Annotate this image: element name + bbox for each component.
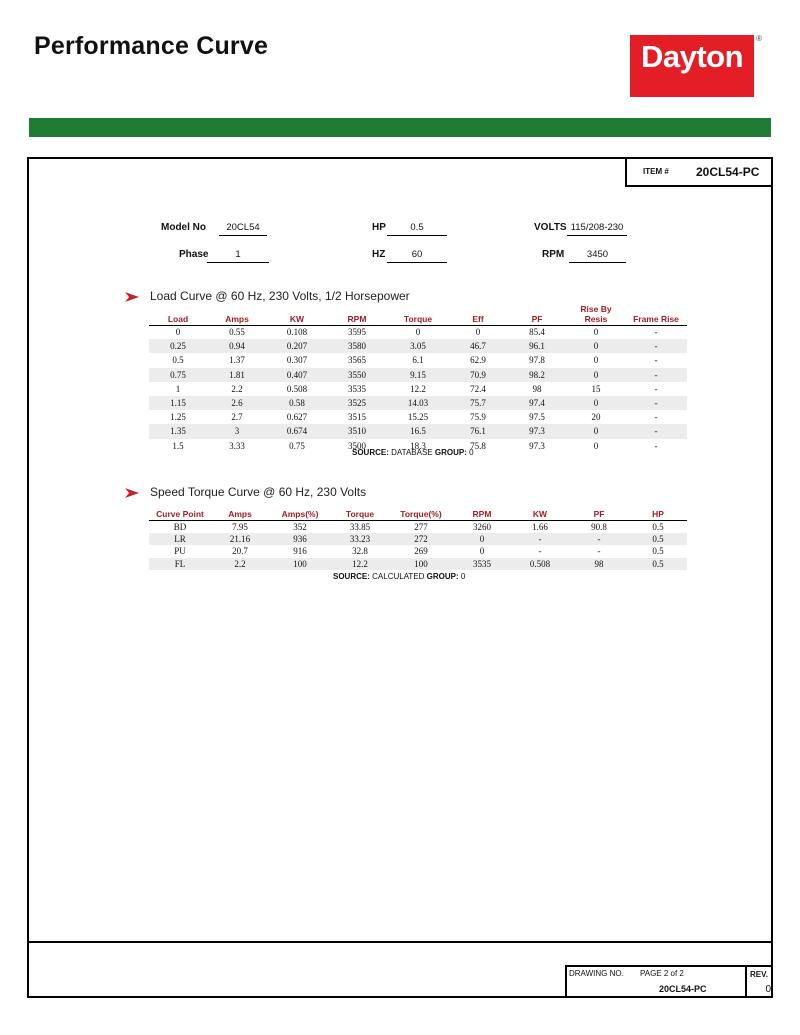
table-cell: 1.35	[149, 424, 207, 438]
table-cell: 97.5	[529, 412, 545, 423]
table-cell: -	[654, 412, 658, 423]
table-cell: 0.207	[267, 339, 327, 353]
table-cell: 1.25	[170, 412, 186, 423]
table-cell: 936	[269, 533, 331, 546]
table-cell: 0.55	[229, 327, 245, 338]
table-cell: 20.7	[232, 546, 248, 557]
table-cell: 0.94	[207, 339, 267, 353]
table-cell: -	[569, 533, 629, 546]
table-cell: 1.66	[532, 521, 548, 532]
table-cell: 15.25	[407, 412, 429, 423]
rpm-label: RPM	[542, 249, 565, 260]
table-cell: 0.5	[652, 546, 664, 557]
drawing-no-value: 20CL54-PC	[659, 984, 707, 994]
load-curve-title: Load Curve @ 60 Hz, 230 Volts, 1/2 Horsepower	[150, 289, 410, 303]
table-cell: 14.03	[387, 396, 449, 410]
table-row	[149, 424, 687, 438]
table-cell: 33.85	[349, 521, 371, 532]
column-header: Torque	[387, 299, 449, 325]
table-cell: 3500	[348, 440, 366, 451]
table-cell: 75.9	[470, 412, 486, 423]
load-group-value: 0	[469, 448, 474, 457]
table-cell: 1.81	[207, 368, 267, 382]
table-row	[149, 382, 687, 396]
table-cell: 3	[207, 424, 267, 438]
column-header: RPM	[327, 299, 387, 325]
table-cell: 0	[475, 327, 481, 338]
drawing-number-box	[565, 965, 773, 998]
st-source-label: SOURCE:	[333, 572, 370, 581]
table-cell: 1.15	[149, 396, 207, 410]
table-cell: 32.8	[352, 546, 368, 557]
footer-divider	[29, 941, 771, 943]
volts-label: VOLTS	[534, 222, 567, 233]
table-cell: 1.5	[172, 440, 184, 451]
column-header: Eff	[449, 299, 507, 325]
table-cell: 33.23	[331, 533, 389, 546]
table-cell: 90.8	[591, 521, 607, 532]
table-row	[149, 545, 687, 558]
table-cell: 9.15	[387, 368, 449, 382]
page-title: Performance Curve	[34, 32, 269, 60]
item-value: 20CL54-PC	[696, 165, 760, 179]
table-cell: 0	[567, 424, 625, 438]
table-cell: -	[654, 383, 658, 394]
table-cell: 3535	[453, 558, 511, 571]
table-cell: LR	[149, 533, 211, 546]
table-cell: 6.1	[412, 355, 424, 366]
table-cell: 3580	[327, 339, 387, 353]
rpm-value: 3450	[569, 249, 626, 263]
table-cell: 0.25	[149, 339, 207, 353]
green-divider-bar	[29, 118, 771, 137]
column-header: RPM	[453, 506, 511, 520]
table-cell: 16.5	[387, 424, 449, 438]
model-no-value: 20CL54	[219, 222, 267, 236]
table-cell: 0	[567, 339, 625, 353]
spec-rpm	[542, 248, 642, 264]
table-cell: PU	[174, 546, 186, 557]
table-cell: 0.307	[286, 355, 308, 366]
st-group-value: 0	[460, 572, 466, 581]
table-cell: 3550	[327, 368, 387, 382]
table-cell: 85.4	[529, 327, 545, 338]
table-cell: 0	[593, 440, 599, 451]
st-group-label: GROUP:	[426, 572, 459, 581]
item-label: ITEM #	[643, 167, 669, 176]
speed-torque-title: Speed Torque Curve @ 60 Hz, 230 Volts	[150, 485, 367, 499]
spec-phase	[179, 248, 279, 264]
section-arrow-icon	[125, 292, 139, 302]
table-cell: 0.674	[267, 424, 327, 438]
table-cell: 3525	[327, 396, 387, 410]
spec-model-no	[161, 221, 271, 237]
speed-torque-table	[149, 506, 687, 570]
column-header: Amps	[211, 506, 269, 520]
table-cell: 0.5	[172, 355, 184, 366]
table-cell: 0.5	[652, 521, 664, 532]
table-cell: 72.4	[470, 383, 486, 394]
table-cell: 1	[175, 383, 181, 394]
table-row	[149, 558, 687, 571]
column-header: HP	[629, 506, 687, 520]
volts-value: 115/208-230	[567, 222, 627, 236]
table-cell: 0	[453, 533, 511, 546]
table-cell: 3510	[327, 424, 387, 438]
rev-value: 0	[765, 984, 771, 995]
table-cell: 70.9	[449, 368, 507, 382]
dayton-logo	[630, 34, 762, 97]
table-cell: 0	[479, 546, 485, 557]
drawing-no-label: DRAWING NO.	[569, 969, 624, 978]
table-cell: 2.7	[231, 412, 243, 423]
table-cell: BD	[173, 521, 187, 532]
table-cell: -	[654, 327, 658, 338]
table-cell: 75.8	[470, 440, 486, 451]
table-cell: 3.05	[387, 339, 449, 353]
table-cell: 3.33	[229, 440, 245, 451]
table-cell: 0.5	[629, 558, 687, 571]
table-row	[149, 520, 687, 533]
table-cell: 0.627	[286, 412, 308, 423]
table-cell: 2.2	[231, 383, 243, 394]
table-cell: -	[625, 396, 687, 410]
table-row	[149, 325, 687, 339]
column-header: Torque	[331, 506, 389, 520]
table-cell: 3565	[348, 355, 366, 366]
column-header: Frame Rise	[625, 299, 687, 325]
table-cell: 0.508	[511, 558, 569, 571]
table-cell: 2.2	[211, 558, 269, 571]
table-cell: 98	[569, 558, 629, 571]
table-cell: 98.2	[507, 368, 567, 382]
spec-volts	[534, 221, 644, 237]
load-curve-source	[352, 448, 474, 457]
model-no-label: Model No	[161, 222, 206, 233]
table-cell: 0	[593, 327, 599, 338]
table-cell: 100	[269, 558, 331, 571]
table-cell: 96.1	[507, 339, 567, 353]
hz-label: HZ	[372, 249, 386, 260]
table-row	[149, 368, 687, 382]
table-cell: 0	[567, 396, 625, 410]
table-cell: -	[597, 546, 601, 557]
table-cell: -	[511, 533, 569, 546]
table-row	[149, 396, 687, 410]
table-cell: 0.108	[286, 327, 308, 338]
logo-text: Dayton	[640, 39, 744, 74]
column-header: KW	[267, 299, 327, 325]
table-row	[149, 353, 687, 367]
table-cell: 3535	[348, 383, 366, 394]
hp-value: 0.5	[387, 222, 447, 236]
column-header: Amps	[207, 299, 267, 325]
column-header: Torque(%)	[389, 506, 453, 520]
table-cell: -	[625, 339, 687, 353]
table-cell: 916	[293, 546, 307, 557]
section-arrow-icon	[125, 488, 139, 498]
table-cell: 97.3	[507, 424, 567, 438]
table-cell: -	[654, 440, 658, 451]
table-cell: -	[654, 355, 658, 366]
table-cell: 7.95	[232, 521, 248, 532]
table-cell: 12.2	[410, 383, 426, 394]
table-cell: 46.7	[449, 339, 507, 353]
table-cell: 62.9	[470, 355, 486, 366]
table-cell: 0.5	[629, 533, 687, 546]
phase-value: 1	[207, 249, 269, 263]
table-cell: 15	[591, 383, 601, 394]
table-cell: 0.75	[149, 368, 207, 382]
registered-mark: ®	[756, 34, 762, 43]
page-number: PAGE 2 of 2	[640, 969, 684, 978]
table-cell: 0.75	[289, 440, 305, 451]
table-cell: 2.6	[207, 396, 267, 410]
column-header: Amps(%)	[269, 506, 331, 520]
table-cell: 352	[293, 521, 307, 532]
load-curve-table	[149, 299, 687, 453]
speed-torque-source	[333, 572, 465, 581]
table-cell: 0.508	[286, 383, 308, 394]
table-cell: 3260	[473, 521, 491, 532]
table-cell: 98	[532, 383, 542, 394]
table-row	[149, 533, 687, 546]
table-cell: 269	[414, 546, 428, 557]
table-cell: -	[538, 546, 542, 557]
table-cell: 75.7	[449, 396, 507, 410]
column-header: Load	[149, 299, 207, 325]
column-header: PF	[507, 299, 567, 325]
st-source-value: CALCULATED	[372, 572, 425, 581]
load-source-label: SOURCE:	[352, 448, 389, 457]
column-header: KW	[511, 506, 569, 520]
load-group-label: GROUP:	[434, 448, 467, 457]
spec-hp	[372, 221, 452, 237]
column-header: PF	[569, 506, 629, 520]
table-cell: 0	[175, 327, 181, 338]
phase-label: Phase	[179, 249, 209, 260]
table-cell: -	[625, 424, 687, 438]
spec-hz	[372, 248, 452, 264]
column-header: Rise By Resis	[567, 299, 625, 325]
table-cell: 21.16	[211, 533, 269, 546]
table-cell: 3515	[348, 412, 366, 423]
table-cell: 76.1	[449, 424, 507, 438]
table-row	[149, 339, 687, 353]
rev-label: REV.	[750, 970, 768, 979]
table-cell: 18.3	[410, 440, 426, 451]
table-cell: 12.2	[331, 558, 389, 571]
table-cell: 97.8	[529, 355, 545, 366]
table-cell: 277	[414, 521, 428, 532]
table-cell: 0	[567, 368, 625, 382]
table-cell: 0.407	[267, 368, 327, 382]
document-frame	[27, 157, 773, 998]
column-header: Curve Point	[149, 506, 211, 520]
table-cell: 272	[389, 533, 453, 546]
table-cell: 0	[415, 327, 421, 338]
table-cell: 20	[591, 412, 601, 423]
table-cell: 0	[593, 355, 599, 366]
revision-box	[745, 967, 773, 996]
table-cell: 1.37	[229, 355, 245, 366]
table-row	[149, 410, 687, 424]
table-cell: FL	[149, 558, 211, 571]
hp-label: HP	[372, 222, 386, 233]
load-source-value: DATABASE	[391, 448, 433, 457]
table-cell: 97.4	[507, 396, 567, 410]
item-box	[625, 159, 773, 187]
table-cell: 0.58	[267, 396, 327, 410]
hz-value: 60	[387, 249, 447, 263]
table-cell: 97.3	[529, 440, 545, 451]
table-cell: -	[625, 368, 687, 382]
table-cell: 100	[389, 558, 453, 571]
table-cell: 3595	[348, 327, 366, 338]
